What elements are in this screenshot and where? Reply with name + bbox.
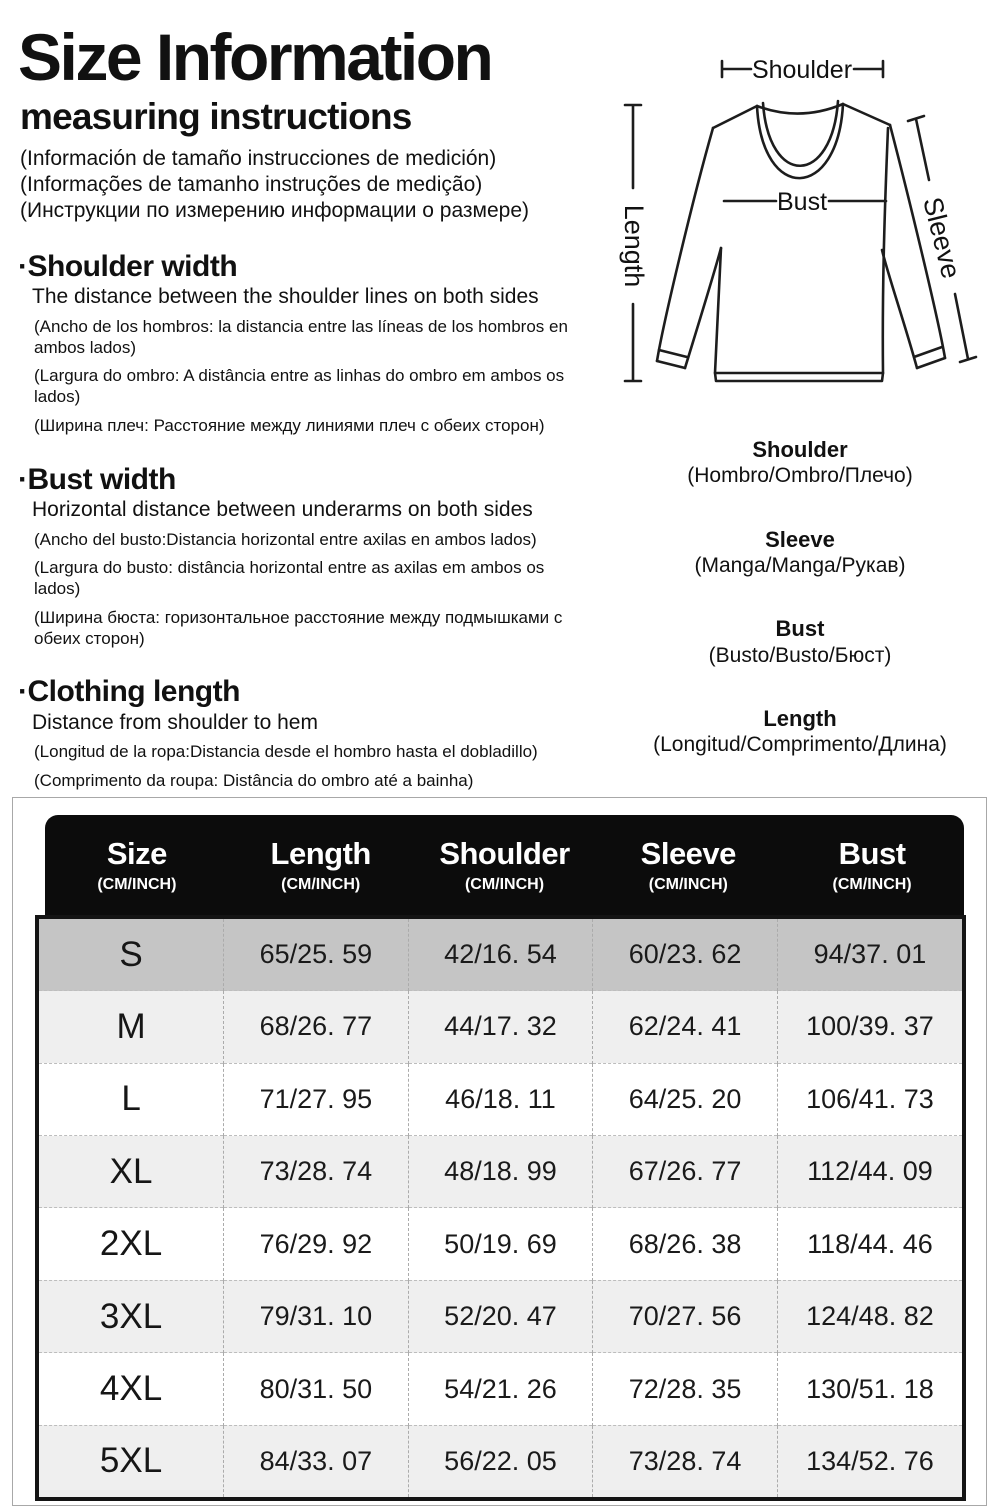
- shoulder-value-cell: 50/19. 69: [408, 1208, 593, 1280]
- column-header-bust: [780, 835, 964, 893]
- bust-value-cell: 106/41. 73: [777, 1063, 962, 1135]
- length-value-cell: 80/31. 50: [224, 1353, 409, 1425]
- column-unit: (CM/INCH): [648, 875, 728, 893]
- section-translation-es: (Ancho del busto:Distancia horizontal entre axilas en ambos lados): [34, 529, 537, 549]
- column-header-sleeve: [596, 835, 780, 893]
- section-description: The distance between the shoulder lines on both sides: [32, 285, 539, 309]
- shirt-right-body-side: [883, 128, 888, 373]
- table-row-4xl: [39, 1353, 962, 1425]
- bust-value-cell: 118/44. 46: [777, 1208, 962, 1280]
- section-translation-ru: (Ширина плеч: Расстояние между линиями плеч с обеих сторон): [34, 415, 545, 435]
- section-description: Horizontal distance between underarms on both sides: [32, 498, 533, 522]
- diagram-shoulder-label: Shoulder: [751, 56, 853, 84]
- section-description: Distance from shoulder to hem: [32, 710, 318, 734]
- shirt-left-sleeve-outer: [657, 128, 713, 361]
- column-header-size: [45, 835, 229, 893]
- sleeve-value-cell: 64/25. 20: [593, 1063, 778, 1135]
- section-heading: ·Bust width: [18, 462, 176, 496]
- shirt-collar-back: [757, 104, 843, 114]
- length-value-cell: 76/29. 92: [224, 1208, 409, 1280]
- size-cell: 3XL: [39, 1280, 224, 1352]
- diagram-length-label: Length: [619, 204, 649, 288]
- size-cell: 2XL: [39, 1208, 224, 1280]
- section-translation-pt: (Largura do ombro: A distância entre as linhas do ombro em ambos os lados): [34, 366, 565, 407]
- column-label: Sleeve: [640, 835, 736, 871]
- section-heading: ·Clothing length: [18, 675, 240, 709]
- sleeve-value-cell: 62/24. 41: [593, 991, 778, 1063]
- title-translation-pt: (Informações de tamanho instruções de medição): [20, 172, 483, 196]
- shoulder-value-cell: 42/16. 54: [408, 919, 593, 991]
- bust-value-cell: 124/48. 82: [777, 1280, 962, 1352]
- legend-length: [600, 706, 1000, 758]
- shirt-right-cuff: [914, 347, 945, 368]
- legend-term: Bust: [775, 616, 825, 642]
- column-label: Shoulder: [439, 835, 570, 871]
- size-table-card: [12, 797, 987, 1506]
- bust-value-cell: 100/39. 37: [777, 991, 962, 1063]
- diagram-panel: [600, 28, 1000, 795]
- diagram-bust-label: Bust: [776, 188, 828, 216]
- section-translation-es: (Longitud de la ropa:Distancia desde el hombro hasta el dobladillo): [34, 742, 538, 762]
- shoulder-value-cell: 44/17. 32: [408, 991, 593, 1063]
- legend-sleeve: [600, 527, 1000, 579]
- column-unit: (CM/INCH): [464, 875, 545, 893]
- bust-value-cell: 94/37. 01: [777, 919, 962, 991]
- shoulder-value-cell: 52/20. 47: [408, 1280, 593, 1352]
- section-translation-pt: (Comprimento da roupa: Distância do ombro até a bainha): [34, 771, 474, 791]
- shirt-left-shoulder-seam: [713, 106, 757, 128]
- section-translation-ru: (Ширина бюста: горизонтальное расстояние между подмышками с обеих сторон): [34, 607, 563, 648]
- sleeve-value-cell: 73/28. 74: [593, 1425, 778, 1497]
- length-value-cell: 71/27. 95: [224, 1063, 409, 1135]
- length-value-cell: 84/33. 07: [224, 1425, 409, 1497]
- size-cell: L: [39, 1063, 224, 1135]
- size-cell: XL: [39, 1136, 224, 1208]
- shirt-right-shoulder-seam: [843, 104, 890, 125]
- bust-value-cell: 134/52. 76: [777, 1425, 962, 1497]
- length-value-cell: 79/31. 10: [224, 1280, 409, 1352]
- legend-translations: (Hombro/Ombro/Плечо): [687, 464, 913, 488]
- size-cell: 4XL: [39, 1353, 224, 1425]
- table-row-l: [39, 1063, 962, 1135]
- legend-bust: [600, 616, 1000, 668]
- column-unit: (CM/INCH): [832, 875, 912, 893]
- size-table: [39, 919, 962, 1497]
- shirt-right-sleeve-inner: [882, 250, 917, 368]
- column-label: Bust: [838, 835, 906, 871]
- table-row-m: [39, 991, 962, 1063]
- shirt-diagram: [605, 28, 995, 428]
- size-cell: 5XL: [39, 1425, 224, 1497]
- table-row-s: [39, 919, 962, 991]
- legend-term: Length: [763, 705, 837, 731]
- shirt-left-cuff: [657, 350, 687, 368]
- legend-translations: (Manga/Manga/Рукав): [694, 553, 906, 577]
- title-translation-es: (Información de tamaño instrucciones de medición): [20, 146, 497, 170]
- bullet: ·: [18, 462, 28, 496]
- diagram-sleeve-label: Sleeve: [917, 194, 967, 282]
- section-bust-width: [18, 464, 598, 650]
- column-header-shoulder: [413, 835, 597, 893]
- title-translation-ru: (Инструкции по измерению информации о размере): [20, 198, 530, 222]
- size-cell: M: [39, 991, 224, 1063]
- page-subtitle: measuring instructions: [20, 96, 412, 137]
- table-row-2xl: [39, 1208, 962, 1280]
- legend-term: Shoulder: [752, 437, 848, 462]
- size-table-header: [45, 815, 964, 915]
- table-row-xl: [39, 1136, 962, 1208]
- bust-value-cell: 112/44. 09: [777, 1136, 962, 1208]
- section-shoulder-width: [18, 251, 598, 437]
- legend-translations: (Longitud/Comprimento/Длина): [653, 733, 947, 757]
- section-translation-pt: (Largura do busto: distância horizontal entre as axilas em ambos os lados): [34, 558, 545, 599]
- sleeve-value-cell: 67/26. 77: [593, 1136, 778, 1208]
- shoulder-value-cell: 46/18. 11: [408, 1063, 593, 1135]
- bullet: ·: [18, 249, 28, 283]
- bust-value-cell: 130/51. 18: [777, 1353, 962, 1425]
- length-value-cell: 68/26. 77: [224, 991, 409, 1063]
- column-header-length: [229, 835, 413, 893]
- column-unit: (CM/INCH): [281, 875, 361, 893]
- length-value-cell: 73/28. 74: [224, 1136, 409, 1208]
- size-table-body-frame: [35, 915, 966, 1501]
- table-row-3xl: [39, 1280, 962, 1352]
- column-label: Length: [270, 835, 371, 871]
- sleeve-value-cell: 60/23. 62: [593, 919, 778, 991]
- size-cell: S: [119, 934, 143, 974]
- shoulder-value-cell: 56/22. 05: [408, 1425, 593, 1497]
- shoulder-value-cell: 54/21. 26: [408, 1353, 593, 1425]
- measurement-legend: [600, 437, 1000, 757]
- size-table-body: [39, 919, 962, 1497]
- length-value-cell: 65/25. 59: [224, 919, 409, 991]
- measuring-instructions-panel: [18, 20, 598, 821]
- shirt-hem: [715, 373, 883, 381]
- section-heading: ·Shoulder width: [18, 249, 238, 283]
- sleeve-value-cell: 70/27. 56: [593, 1280, 778, 1352]
- bullet: ·: [18, 675, 28, 709]
- table-row-5xl: [39, 1425, 962, 1497]
- column-unit: (CM/INCH): [97, 875, 177, 893]
- legend-term: Sleeve: [765, 526, 835, 552]
- section-translation-es: (Ancho de los hombros: la distancia entre las líneas de los hombros en ambos lados): [34, 316, 568, 357]
- column-label: Size: [106, 835, 167, 871]
- sleeve-value-cell: 68/26. 38: [593, 1208, 778, 1280]
- shoulder-value-cell: 48/18. 99: [408, 1136, 593, 1208]
- legend-translations: (Busto/Busto/Бюст): [708, 643, 892, 667]
- sleeve-value-cell: 72/28. 35: [593, 1353, 778, 1425]
- page-title: Size Information: [18, 20, 492, 94]
- legend-shoulder: [600, 437, 1000, 489]
